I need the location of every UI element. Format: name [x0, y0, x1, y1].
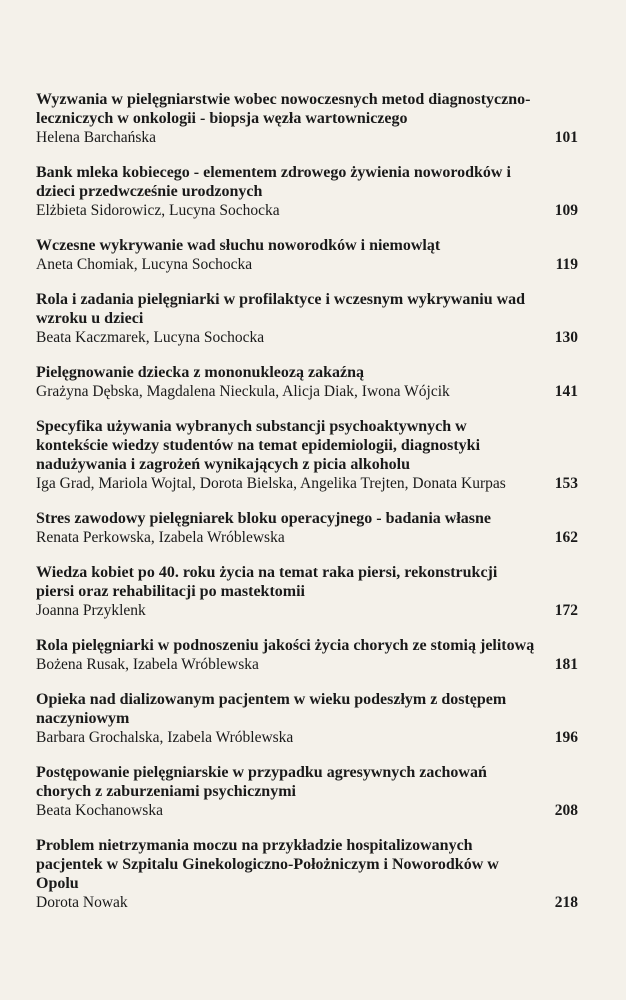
toc-entry: [36, 636, 578, 674]
toc-entry: [36, 363, 578, 401]
toc-entry: [36, 763, 578, 820]
toc-entry-authors: Elżbieta Sidorowicz, Lucyna Sochocka: [36, 202, 280, 219]
toc-entry-authors: Beata Kaczmarek, Lucyna Sochocka: [36, 329, 265, 346]
toc-entry: [36, 563, 578, 620]
toc-entry-page-number: 172: [554, 602, 578, 619]
toc-entry-page-number: 208: [554, 802, 578, 819]
toc-entry-author-row: [36, 893, 578, 912]
toc-entry-author-row: [36, 255, 578, 274]
toc-entry-author-row: [36, 528, 578, 547]
toc-entry-author-row: [36, 655, 578, 674]
toc-entry-page-number: 141: [554, 383, 578, 400]
toc-entry-page-number: 196: [554, 729, 578, 746]
toc-entry: [36, 417, 578, 493]
toc-entry-authors: Iga Grad, Mariola Wojtal, Dorota Bielska, Angelika Trejten, Donata Kurpas: [36, 475, 506, 492]
toc-entry-page-number: 119: [555, 256, 578, 273]
toc-entry-authors: Barbara Grochalska, Izabela Wróblewska: [36, 729, 294, 746]
toc-entry: [36, 836, 578, 912]
toc-entry-author-row: [36, 601, 578, 620]
toc-entry: [36, 90, 578, 147]
toc-entry-authors: Bożena Rusak, Izabela Wróblewska: [36, 656, 259, 673]
toc-entry-title: Wiedza kobiet po 40. roku życia na temat raka piersi, rekonstrukcji piersi oraz rehabilitacji po mastektomii: [36, 564, 498, 600]
toc-entry-authors: Dorota Nowak: [36, 894, 128, 911]
toc-entry-page-number: 162: [554, 529, 578, 546]
toc-entry-author-row: [36, 382, 578, 401]
toc-entry: [36, 509, 578, 547]
toc-entry-title: Problem nietrzymania moczu na przykładzie hospitalizowanych pacjentek w Szpitalu Ginekologiczno-Położniczym i Noworodków w Opolu: [36, 837, 499, 892]
toc-entry: [36, 163, 578, 220]
toc-entry-page-number: 218: [554, 894, 578, 911]
toc-entry-author-row: [36, 201, 578, 220]
toc-entry-page-number: 101: [554, 129, 578, 146]
toc-entry-title: Wyzwania w pielęgniarstwie wobec nowoczesnych metod diagnostyczno-leczniczych w onkologii - biopsja węzła wartowniczego: [36, 91, 531, 127]
toc-entry-title: Bank mleka kobiecego - elementem zdrowego żywienia noworodków i dzieci przedwcześnie urodzonych: [36, 164, 511, 200]
toc-entry-authors: Renata Perkowska, Izabela Wróblewska: [36, 529, 285, 546]
toc-entry-authors: Joanna Przyklenk: [36, 602, 146, 619]
toc-entry-page-number: 181: [554, 656, 578, 673]
toc-entry-title: Pielęgnowanie dziecka z mononukleozą zakaźną: [36, 364, 364, 381]
toc-entry-authors: Aneta Chomiak, Lucyna Sochocka: [36, 256, 253, 273]
toc-entry-title: Rola pielęgniarki w podnoszeniu jakości życia chorych ze stomią jelitową: [36, 637, 535, 654]
toc-entry-title: Rola i zadania pielęgniarki w profilaktyce i wczesnym wykrywaniu wad wzroku u dzieci: [36, 291, 526, 327]
toc-entry-page-number: 130: [554, 329, 578, 346]
toc-entry-author-row: [36, 474, 578, 493]
toc-entry-authors: Beata Kochanowska: [36, 802, 163, 819]
toc-entry-authors: Grażyna Dębska, Magdalena Nieckula, Alicja Diak, Iwona Wójcik: [36, 383, 450, 400]
toc-entry-page-number: 153: [554, 475, 578, 492]
toc-entry-author-row: [36, 128, 578, 147]
toc-entry-title: Specyfika używania wybranych substancji psychoaktywnych w kontekście wiedzy studentów na temat epidemiologii, diagnostyki nadużywania i zagrożeń wynikających z picia alkoholu: [36, 418, 481, 473]
toc-entry-author-row: [36, 728, 578, 747]
toc-entry-title: Stres zawodowy pielęgniarek bloku operacyjnego - badania własne: [36, 510, 491, 527]
toc-entry-author-row: [36, 328, 578, 347]
toc-entry-title: Opieka nad dializowanym pacjentem w wieku podeszłym z dostępem naczyniowym: [36, 691, 507, 727]
toc-entry-authors: Helena Barchańska: [36, 129, 157, 146]
toc-entry: [36, 290, 578, 347]
toc-entry-page-number: 109: [554, 202, 578, 219]
toc-entry: [36, 690, 578, 747]
table-of-contents: [36, 90, 578, 928]
toc-entry: [36, 236, 578, 274]
toc-entry-title: Wczesne wykrywanie wad słuchu noworodków i niemowląt: [36, 237, 441, 254]
toc-entry-author-row: [36, 801, 578, 820]
toc-entry-title: Postępowanie pielęgniarskie w przypadku agresywnych zachowań chorych z zaburzeniami psychicznymi: [36, 764, 487, 800]
